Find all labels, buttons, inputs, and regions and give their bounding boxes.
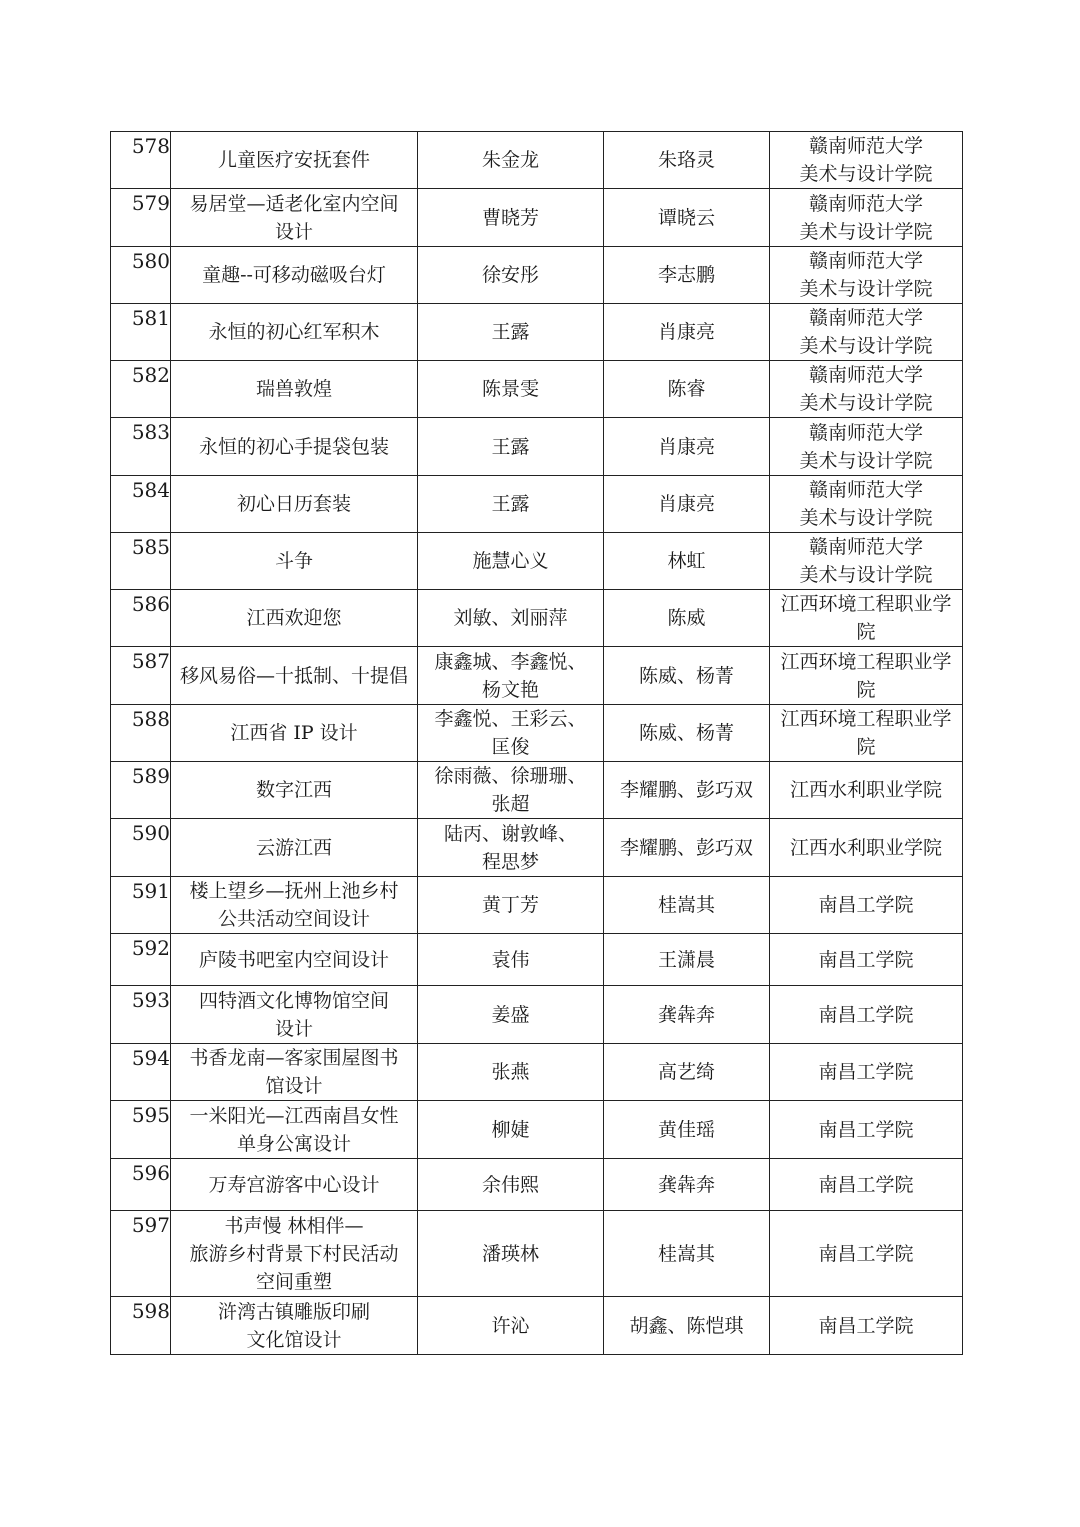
work-title: 移风易俗—十抵制、十提倡 <box>171 647 418 705</box>
author-names: 康鑫城、李鑫悦、 杨文艳 <box>418 647 604 705</box>
work-title: 一米阳光—江西南昌女性 单身公寓设计 <box>171 1101 418 1159</box>
row-number: 597 <box>111 1211 171 1297</box>
work-title: 易居堂—适老化室内空间 设计 <box>171 189 418 247</box>
author-names: 徐雨薇、徐珊珊、 张超 <box>418 762 604 819</box>
advisor-names: 朱珞灵 <box>604 132 770 189</box>
advisor-names: 谭晓云 <box>604 189 770 247</box>
school-name: 赣南师范大学 美术与设计学院 <box>770 476 963 533</box>
school-name: 南昌工学院 <box>770 1159 963 1211</box>
work-title: 永恒的初心红军积木 <box>171 304 418 361</box>
advisor-names: 肖康亮 <box>604 304 770 361</box>
work-title: 数字江西 <box>171 762 418 819</box>
table-row <box>111 762 963 819</box>
row-number: 595 <box>111 1101 171 1159</box>
advisor-names: 高艺绮 <box>604 1044 770 1101</box>
work-title: 瑞兽敦煌 <box>171 361 418 418</box>
row-number: 592 <box>111 934 171 986</box>
school-name: 南昌工学院 <box>770 1044 963 1101</box>
author-names: 姜盛 <box>418 986 604 1044</box>
advisor-names: 肖康亮 <box>604 418 770 476</box>
row-number: 579 <box>111 189 171 247</box>
author-names: 黄丁芳 <box>418 877 604 934</box>
row-number: 581 <box>111 304 171 361</box>
row-number: 596 <box>111 1159 171 1211</box>
author-names: 徐安彤 <box>418 247 604 304</box>
table-row <box>111 1159 963 1211</box>
author-names: 袁伟 <box>418 934 604 986</box>
table-row <box>111 1101 963 1159</box>
row-number: 598 <box>111 1297 171 1355</box>
work-title: 江西省 IP 设计 <box>171 705 418 762</box>
row-number: 585 <box>111 533 171 590</box>
award-table <box>110 131 963 1355</box>
row-number: 589 <box>111 762 171 819</box>
advisor-names: 桂嵩其 <box>604 877 770 934</box>
work-title: 书香龙南—客家围屋图书 馆设计 <box>171 1044 418 1101</box>
table-row <box>111 590 963 647</box>
school-name: 南昌工学院 <box>770 934 963 986</box>
author-names: 许沁 <box>418 1297 604 1355</box>
work-title: 四特酒文化博物馆空间 设计 <box>171 986 418 1044</box>
work-title: 浒湾古镇雕版印刷 文化馆设计 <box>171 1297 418 1355</box>
author-names: 潘瑛林 <box>418 1211 604 1297</box>
row-number: 591 <box>111 877 171 934</box>
work-title: 永恒的初心手提袋包装 <box>171 418 418 476</box>
author-names: 王露 <box>418 304 604 361</box>
advisor-names: 陈威、杨菁 <box>604 647 770 705</box>
author-names: 王露 <box>418 418 604 476</box>
author-names: 王露 <box>418 476 604 533</box>
table-row <box>111 189 963 247</box>
advisor-names: 桂嵩其 <box>604 1211 770 1297</box>
school-name: 赣南师范大学 美术与设计学院 <box>770 304 963 361</box>
advisor-names: 李志鹏 <box>604 247 770 304</box>
advisor-names: 黄佳瑶 <box>604 1101 770 1159</box>
table-row <box>111 1297 963 1355</box>
author-names: 余伟熙 <box>418 1159 604 1211</box>
table-row <box>111 418 963 476</box>
advisor-names: 陈睿 <box>604 361 770 418</box>
row-number: 588 <box>111 705 171 762</box>
advisor-names: 胡鑫、陈恺琪 <box>604 1297 770 1355</box>
row-number: 593 <box>111 986 171 1044</box>
author-names: 柳婕 <box>418 1101 604 1159</box>
school-name: 江西水利职业学院 <box>770 819 963 877</box>
school-name: 赣南师范大学 美术与设计学院 <box>770 132 963 189</box>
table-row <box>111 247 963 304</box>
table-row <box>111 1211 963 1297</box>
work-title: 万寿宫游客中心设计 <box>171 1159 418 1211</box>
table-row <box>111 877 963 934</box>
school-name: 赣南师范大学 美术与设计学院 <box>770 533 963 590</box>
work-title: 童趣--可移动磁吸台灯 <box>171 247 418 304</box>
table-row <box>111 304 963 361</box>
school-name: 江西环境工程职业学 院 <box>770 647 963 705</box>
row-number: 580 <box>111 247 171 304</box>
work-title: 书声慢 林相伴— 旅游乡村背景下村民活动 空间重塑 <box>171 1211 418 1297</box>
table-row <box>111 819 963 877</box>
author-names: 刘敏、刘丽萍 <box>418 590 604 647</box>
school-name: 南昌工学院 <box>770 1297 963 1355</box>
school-name: 南昌工学院 <box>770 1211 963 1297</box>
award-table-body <box>111 132 963 1355</box>
table-row <box>111 361 963 418</box>
table-row <box>111 986 963 1044</box>
advisor-names: 陈威 <box>604 590 770 647</box>
author-names: 陆丙、谢敦峰、 程思梦 <box>418 819 604 877</box>
school-name: 赣南师范大学 美术与设计学院 <box>770 189 963 247</box>
author-names: 朱金龙 <box>418 132 604 189</box>
work-title: 云游江西 <box>171 819 418 877</box>
advisor-names: 龚犇奔 <box>604 1159 770 1211</box>
school-name: 南昌工学院 <box>770 877 963 934</box>
table-row <box>111 705 963 762</box>
row-number: 583 <box>111 418 171 476</box>
row-number: 590 <box>111 819 171 877</box>
table-row <box>111 132 963 189</box>
advisor-names: 陈威、杨菁 <box>604 705 770 762</box>
table-row <box>111 533 963 590</box>
table-row <box>111 476 963 533</box>
row-number: 578 <box>111 132 171 189</box>
school-name: 赣南师范大学 美术与设计学院 <box>770 418 963 476</box>
advisor-names: 龚犇奔 <box>604 986 770 1044</box>
school-name: 南昌工学院 <box>770 1101 963 1159</box>
author-names: 张燕 <box>418 1044 604 1101</box>
author-names: 李鑫悦、王彩云、 匡俊 <box>418 705 604 762</box>
table-row <box>111 934 963 986</box>
advisor-names: 李耀鹏、彭巧双 <box>604 819 770 877</box>
table-row <box>111 647 963 705</box>
school-name: 赣南师范大学 美术与设计学院 <box>770 247 963 304</box>
work-title: 斗争 <box>171 533 418 590</box>
advisor-names: 林虹 <box>604 533 770 590</box>
work-title: 江西欢迎您 <box>171 590 418 647</box>
author-names: 曹晓芳 <box>418 189 604 247</box>
table-row <box>111 1044 963 1101</box>
row-number: 587 <box>111 647 171 705</box>
work-title: 儿童医疗安抚套件 <box>171 132 418 189</box>
work-title: 楼上望乡—抚州上池乡村 公共活动空间设计 <box>171 877 418 934</box>
author-names: 陈景雯 <box>418 361 604 418</box>
row-number: 582 <box>111 361 171 418</box>
author-names: 施慧心义 <box>418 533 604 590</box>
school-name: 江西环境工程职业学 院 <box>770 590 963 647</box>
advisor-names: 肖康亮 <box>604 476 770 533</box>
row-number: 594 <box>111 1044 171 1101</box>
school-name: 江西环境工程职业学 院 <box>770 705 963 762</box>
school-name: 南昌工学院 <box>770 986 963 1044</box>
advisor-names: 李耀鹏、彭巧双 <box>604 762 770 819</box>
school-name: 赣南师范大学 美术与设计学院 <box>770 361 963 418</box>
school-name: 江西水利职业学院 <box>770 762 963 819</box>
row-number: 584 <box>111 476 171 533</box>
row-number: 586 <box>111 590 171 647</box>
advisor-names: 王潇晨 <box>604 934 770 986</box>
work-title: 庐陵书吧室内空间设计 <box>171 934 418 986</box>
work-title: 初心日历套装 <box>171 476 418 533</box>
